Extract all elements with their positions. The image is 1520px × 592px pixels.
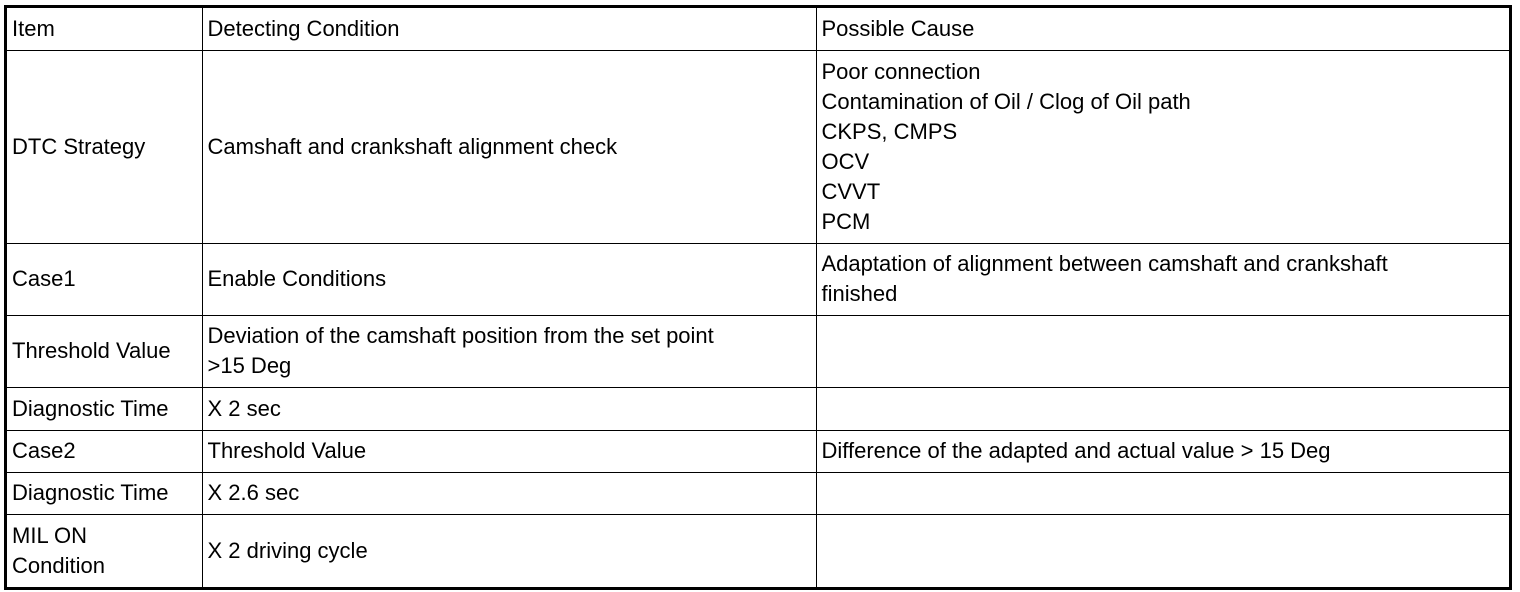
table-row [7,387,1509,430]
header-item: Item [7,8,202,50]
table-row [7,430,1509,472]
cause-cell: Difference of the adapted and actual value > 15 Deg [816,430,1509,472]
table-header-row [7,8,1509,50]
cause-cell [816,50,1509,243]
table-row [7,315,1509,387]
cause-cell [816,514,1509,587]
item-cell: Diagnostic Time [7,472,202,514]
cause-line: PCM [821,208,871,234]
dtc-table [7,8,1509,587]
condition-cell: X 2 sec [202,387,816,430]
condition-cell: Camshaft and crankshaft alignment check [202,50,816,243]
cause-line: Contamination of Oil / Clog of Oil path [821,88,1191,114]
condition-cell [202,315,816,387]
cause-line: Poor connection [821,58,981,84]
condition-line: Deviation of the camshaft position from the set point [207,323,714,348]
header-detecting-condition: Detecting Condition [202,8,816,50]
cause-line: CKPS, CMPS [821,118,958,144]
table-row [7,472,1509,514]
table-row [7,514,1509,587]
condition-cell: Enable Conditions [202,243,816,315]
cause-cell [816,387,1509,430]
cause-cell [816,243,1509,315]
item-cell: DTC Strategy [7,50,202,243]
header-possible-cause: Possible Cause [816,8,1509,50]
item-line: MIL ON [12,522,87,548]
item-cell: Threshold Value [7,315,202,387]
cause-line: finished [821,281,898,306]
cause-cell [816,315,1509,387]
condition-line: >15 Deg [207,353,292,378]
table-row [7,243,1509,315]
cause-line: Adaptation of alignment between camshaft and crankshaft [821,251,1388,276]
cause-cell [816,472,1509,514]
cause-line: OCV [821,148,870,174]
item-cell: Case1 [7,243,202,315]
dtc-table-frame [4,5,1512,590]
condition-cell: Threshold Value [202,430,816,472]
cause-line: CVVT [821,178,881,204]
item-cell: Case2 [7,430,202,472]
item-line: Condition [12,552,105,578]
condition-cell: X 2.6 sec [202,472,816,514]
item-cell: Diagnostic Time [7,387,202,430]
item-cell [7,514,202,587]
table-row [7,50,1509,243]
condition-cell: X 2 driving cycle [202,514,816,587]
